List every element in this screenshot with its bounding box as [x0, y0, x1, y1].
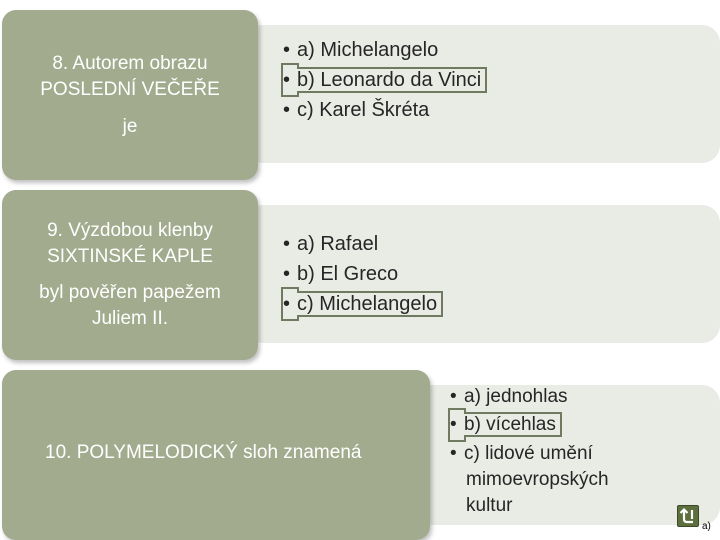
q9-option-a[interactable]: • a) Rafael [283, 233, 379, 255]
q10-text: 10. POLYMELODICKÝ sloh znamená [45, 442, 362, 463]
q10-option-b[interactable] [450, 410, 609, 440]
q9-line2: SIXTINSKÉ KAPLE [47, 246, 213, 267]
q8-question-box [2, 10, 258, 180]
q9-line1: 9. Výzdobou klenby [47, 220, 213, 241]
q8-options [283, 35, 485, 125]
q8-option-c[interactable]: • c) Karel Škréta [283, 99, 430, 121]
q8-option-a[interactable]: • a) Michelangelo [283, 39, 439, 61]
q9-option-c[interactable] [283, 289, 441, 319]
q9-correct-highlight: • c) Michelangelo [283, 293, 441, 315]
q9-line4: Juliem II. [91, 308, 169, 329]
q8-line1: 8. Autorem obrazu [52, 53, 208, 74]
q10-option-c[interactable]: • c) lidové umění [450, 443, 593, 464]
q10-options [450, 383, 609, 519]
q9-line3: byl pověřen papežem [39, 282, 221, 303]
q10-correct-highlight: • b) vícehlas [450, 414, 560, 435]
q10-option-a[interactable]: • a) jednohlas [450, 386, 568, 407]
q8-option-b[interactable] [283, 65, 485, 95]
q9-option-b[interactable]: • b) El Greco [283, 263, 399, 285]
q10-option-c-cont1: mimoevropských [466, 469, 609, 490]
q8-line3: je [122, 116, 138, 137]
q8-correct-highlight: • b) Leonardo da Vinci [283, 69, 485, 91]
q9-options [283, 229, 441, 319]
corner-label: a) [702, 521, 711, 532]
q9-question-box [2, 190, 258, 360]
q10-question-box [2, 370, 430, 540]
return-button[interactable] [677, 505, 699, 527]
q8-line2: POSLEDNÍ VEČEŘE [40, 79, 220, 100]
return-arrow-icon [678, 506, 698, 526]
q10-option-c-cont2: kultur [466, 495, 513, 516]
